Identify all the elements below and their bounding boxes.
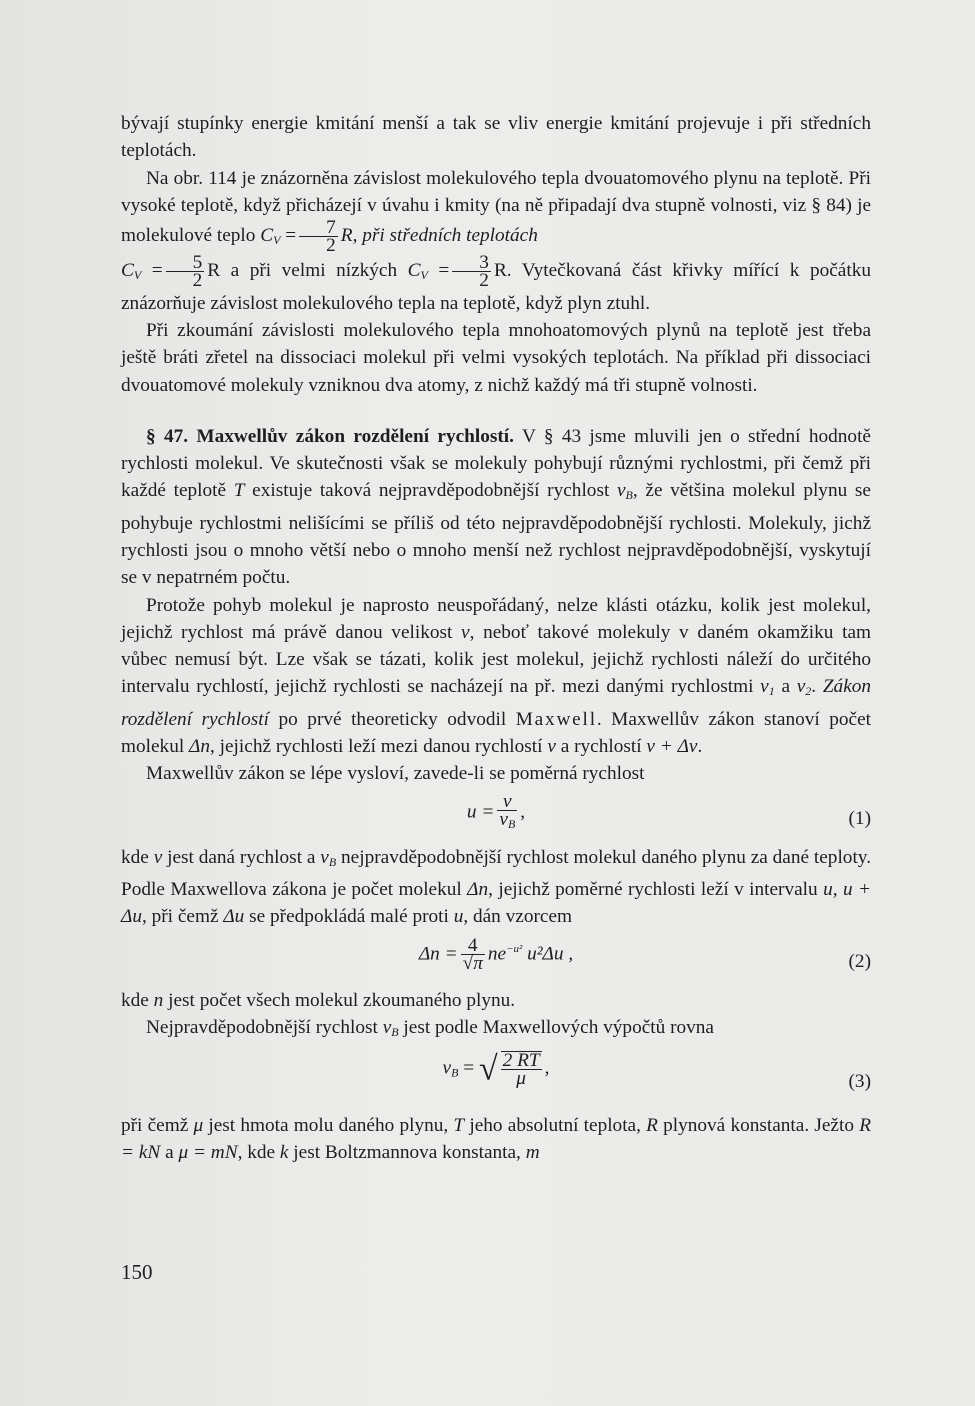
page-text	[121, 110, 871, 1167]
fraction-3-2: $\frac{3}{2}$	[452, 254, 491, 289]
paragraph-3: Při zkoumání závislosti molekulového tepla mnohoatomových plynů na teplotě jest třeba ještě bráti zřetel na dissociaci molekul při velmi vysokých teplotách. Na příklad při dissociaci dvouatomové molekuly vzniknou dva atomy, z nichž každý má tři stupně volnosti.	[121, 319, 871, 396]
paragraph-7: kde v jest daná rychlost a $v_B$ nejpravděpodobnější rychlost molekul daného plynu za dané teploty. Podle Maxwellova zákona je počet molekul Δn, jejichž poměrné rychlosti leží v intervalu u, u + Δu, při čemž Δu se předpokládá malé proti u, dán vzorcem	[121, 846, 872, 928]
fraction-7-2: $\frac{7}{2}$	[299, 219, 338, 254]
paragraph-5: Protože pohyb molekul je naprosto neuspořádaný, nelze klásti otázku, kolik jest molekul, jejichž rychlost má právě danou velikost v, neboť takové molekuly v daném okamžiku tam vůbec nemusí být. Lze však se tázati, kolik jest molekul, jejichž rychlosti náleží do určitého intervalu rychlostí, jejichž rychlosti se nacházejí na př. mezi danými rychlostmi $v_1$ a $v_2$. Zákon rozdělení rychlostí po prvé theoreticky odvodil Maxwell. Maxwellův zákon stanoví počet molekul Δn, jejichž rychlosti leží mezi danou rychlostí v a rychlostí v + Δv.	[121, 594, 872, 758]
section-47: § 47. Maxwellův zákon rozdělení rychlostí. V § 43 jsme mluvili jen o střední hodnotě rychlosti molekul. Ve skutečnosti však se molekuly pohybují různými rychlostmi, při čemž při každé teplotě T existuje taková nejpravděpodobnější rychlost $v_B$, že většina molekul plynu se pohybuje rychlostmi nelišícími se příliš od této nejpravděpodobnější rychlosti. Molekuly, jichž rychlosti jsou o mnoho větší nebo o mnoho menší než rychlost nejpravděpodobnější, vyskytují se v nepatrném počtu.	[121, 425, 871, 589]
paragraph-8: kde n jest počet všech molekul zkoumaného plynu.	[121, 989, 516, 1011]
equation-number-1: (1)	[848, 807, 871, 829]
paragraph-2: Na obr. 114 je znázorněna závislost molekulového tepla dvouatomového plynu na teplotě. Při vysoké teplotě, když přicházejí v úvahu i kmity (na ně připadají dva stupně volnosti, viz § 84) je molekulové teplo $C_V$ = $\frac{7}{2}$ R, při středních teplotách $C_V$ = $\frac{5}{2}$ R a při velmi nízkých $C_V$ = $\frac{3}{2}$ R. Vytečkovaná část křivky mířící k počátku znázorňuje závislost molekulového tepla na teplotě, když plyn ztuhl.	[121, 167, 872, 314]
equation-3: $v_B$ = √ $\frac{2 RT}{\mu}$ , (3)	[121, 1051, 871, 1107]
page-number: 150	[121, 1260, 153, 1284]
equation-number-2: (2)	[848, 950, 871, 972]
paragraph-9: Nejpravděpodobnější rychlost $v_B$ jest podle Maxwellových výpočtů rovna	[146, 1016, 714, 1039]
fraction-5-2: $\frac{5}{2}$	[166, 254, 205, 289]
equation-number-3: (3)	[848, 1071, 871, 1093]
equation-1: u = $\frac{v}{v_B}$ , (1)	[466, 790, 871, 831]
paragraph-6: Maxwellův zákon se lépe vysloví, zavede-li se poměrná rychlost	[146, 763, 645, 785]
paragraph-1: bývají stupínky energie kmitání menší a tak se vliv energie kmitání projevuje i při středních teplotách.	[121, 113, 871, 162]
equation-2: Δn = $\frac{4}{√\pi}$ $ne^{-u^2}$ u²Δu , (2)	[418, 935, 871, 975]
section-heading: § 47. Maxwellův zákon rozdělení rychlostí.	[146, 425, 514, 447]
paragraph-10: při čemž μ jest hmota molu daného plynu, T jeho absolutní teplota, R plynová konstanta. Ježto R = kN a μ = mN, kde k jest Boltzmannova konstanta, m	[121, 1115, 871, 1164]
